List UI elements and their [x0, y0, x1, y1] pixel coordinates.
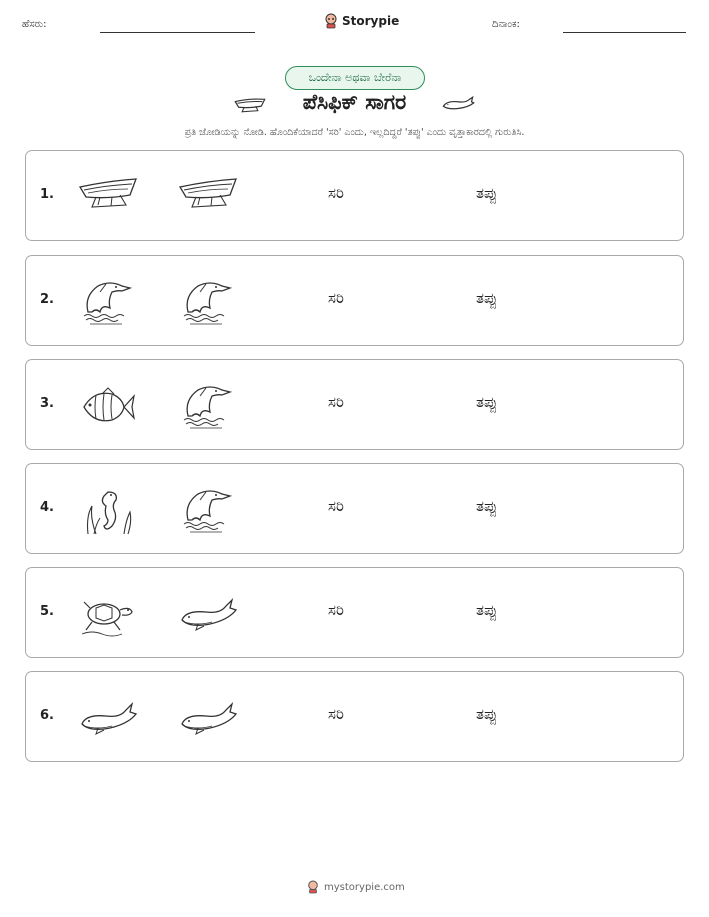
whale-icon — [178, 590, 238, 640]
whale-icon — [178, 694, 238, 744]
question-number: 4. — [40, 500, 54, 515]
date-label: ದಿನಾಂಕ: — [492, 19, 520, 30]
seahorse-icon — [78, 486, 138, 536]
question-row-4 — [25, 463, 684, 554]
question-row-5 — [25, 567, 684, 658]
storypie-mascot-icon — [307, 880, 319, 894]
true-option[interactable]: ಸರಿ — [328, 497, 344, 515]
page-title: ಪೆಸಿಫಿಕ್ ಸಾಗರ — [302, 90, 407, 114]
date-field[interactable] — [563, 32, 686, 33]
question-number: 1. — [40, 187, 54, 202]
instructions: ಪ್ರತಿ ಜೋಡಿಯನ್ನು ನೋಡಿ. ಹೊಂದಿಕೆಯಾದರೆ 'ಸರಿ' ಎಂದು, ಇಲ್ಲದಿದ್ದರೆ 'ತಪ್ಪು' ಎಂದು ವೃತ್ತಾಕಾರದಲ್ಲಿ ಗುರುತಿಸಿ. — [184, 127, 525, 138]
question-number: 2. — [40, 292, 54, 307]
true-option[interactable]: ಸರಿ — [328, 289, 344, 307]
false-option[interactable]: ತಪ್ಪು — [476, 497, 498, 515]
dolphin-icon — [178, 278, 238, 328]
whale-icon — [78, 694, 138, 744]
brand-name: Storypie — [342, 14, 400, 28]
false-option[interactable]: ತಪ್ಪು — [476, 393, 498, 411]
canoe-icon — [178, 173, 238, 223]
question-number: 3. — [40, 396, 54, 411]
question-number: 6. — [40, 708, 54, 723]
question-row-2 — [25, 255, 684, 346]
title-row — [0, 88, 709, 122]
true-option[interactable]: ಸರಿ — [328, 705, 344, 723]
dolphin-icon — [78, 278, 138, 328]
true-option[interactable]: ಸರಿ — [328, 601, 344, 619]
storypie-mascot-icon — [324, 13, 338, 29]
fish-icon — [78, 382, 138, 432]
turtle-icon — [78, 590, 138, 640]
footer — [307, 880, 405, 894]
false-option[interactable]: ತಪ್ಪು — [476, 184, 498, 202]
true-option[interactable]: ಸರಿ — [328, 184, 344, 202]
activity-badge: ಒಂದೇನಾ ಅಥವಾ ಬೇರೆನಾ — [285, 66, 425, 90]
true-option[interactable]: ಸರಿ — [328, 393, 344, 411]
question-row-3 — [25, 359, 684, 450]
question-row-1 — [25, 150, 684, 241]
brand-logo — [324, 13, 399, 29]
canoe-icon — [78, 173, 138, 223]
dolphin-icon — [178, 486, 238, 536]
question-number: 5. — [40, 604, 54, 619]
false-option[interactable]: ತಪ್ಪು — [476, 705, 498, 723]
question-row-6 — [25, 671, 684, 762]
footer-url: mystorypie.com — [324, 881, 405, 893]
whale-icon — [441, 95, 475, 117]
false-option[interactable]: ತಪ್ಪು — [476, 601, 498, 619]
name-field[interactable] — [100, 32, 255, 33]
false-option[interactable]: ತಪ್ಪು — [476, 289, 498, 307]
name-label: ಹೆಸರು: — [22, 19, 47, 30]
dolphin-icon — [178, 382, 238, 432]
